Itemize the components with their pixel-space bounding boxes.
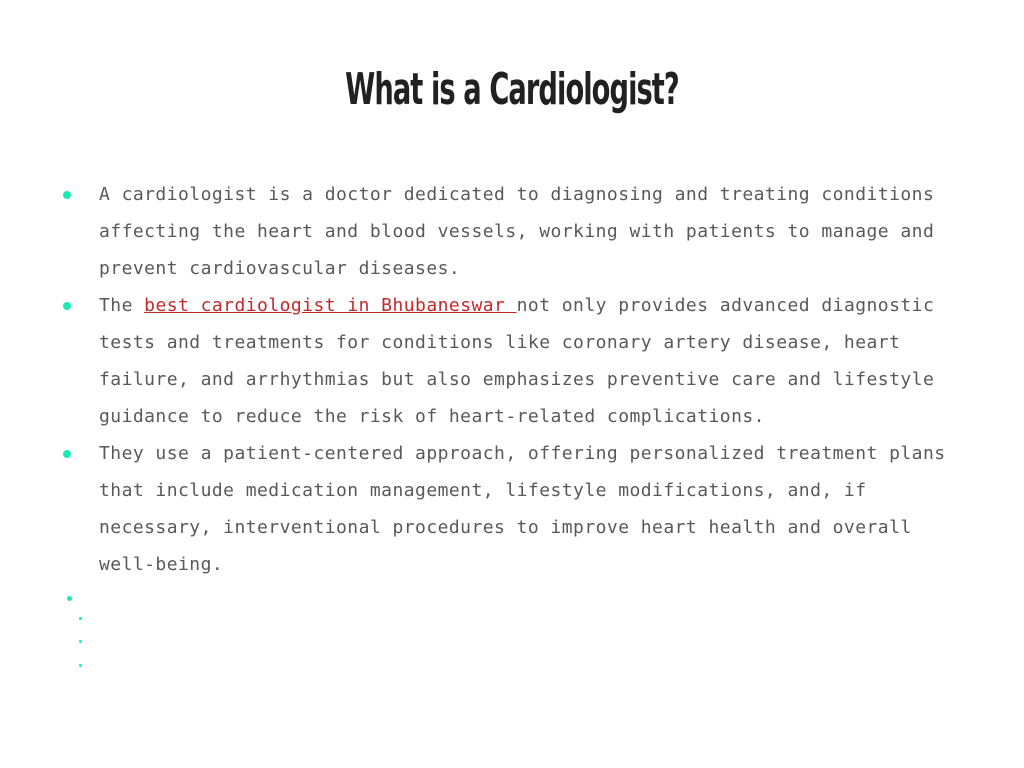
bullet-item: [0, 176, 1024, 287]
cardiologist-link[interactable]: best cardiologist in Bhubaneswar: [144, 295, 517, 316]
bullet-item: [0, 287, 1024, 435]
empty-sub-bullet-dot-icon: [79, 664, 82, 667]
empty-sub-bullet-dot-icon: [79, 640, 82, 643]
slide-title: What is a Cardiologist?: [345, 64, 679, 115]
bullet-dot-icon: [63, 191, 71, 199]
bullet-prefix: The: [99, 295, 145, 316]
bullet-item: [0, 435, 1024, 583]
bullet-dot-icon: [63, 302, 71, 310]
bullet-dot-icon: [63, 450, 71, 458]
bullet-text: They use a patient-centered approach, offering personalized treatment plans that include medication management, lifestyle modifications, and, if necessary, interventional procedures to improve heart health and overall well-being.: [99, 443, 946, 575]
empty-sub-bullet-dot-icon: [79, 617, 82, 620]
bullet-suffix: not only provides advanced diagnostic tests and treatments for conditions like coronary artery disease, heart failure, and arrhythmias but also emphasizes preventive care and lifestyle guidance to reduce the risk of heart-related complications.: [99, 295, 935, 427]
bullet-list: [0, 176, 1024, 583]
empty-bullet-dot-icon: [67, 596, 72, 601]
bullet-text: A cardiologist is a doctor dedicated to diagnosing and treating conditions affecting the heart and blood vessels, working with patients to manage and prevent cardiovascular diseases.: [99, 184, 935, 279]
